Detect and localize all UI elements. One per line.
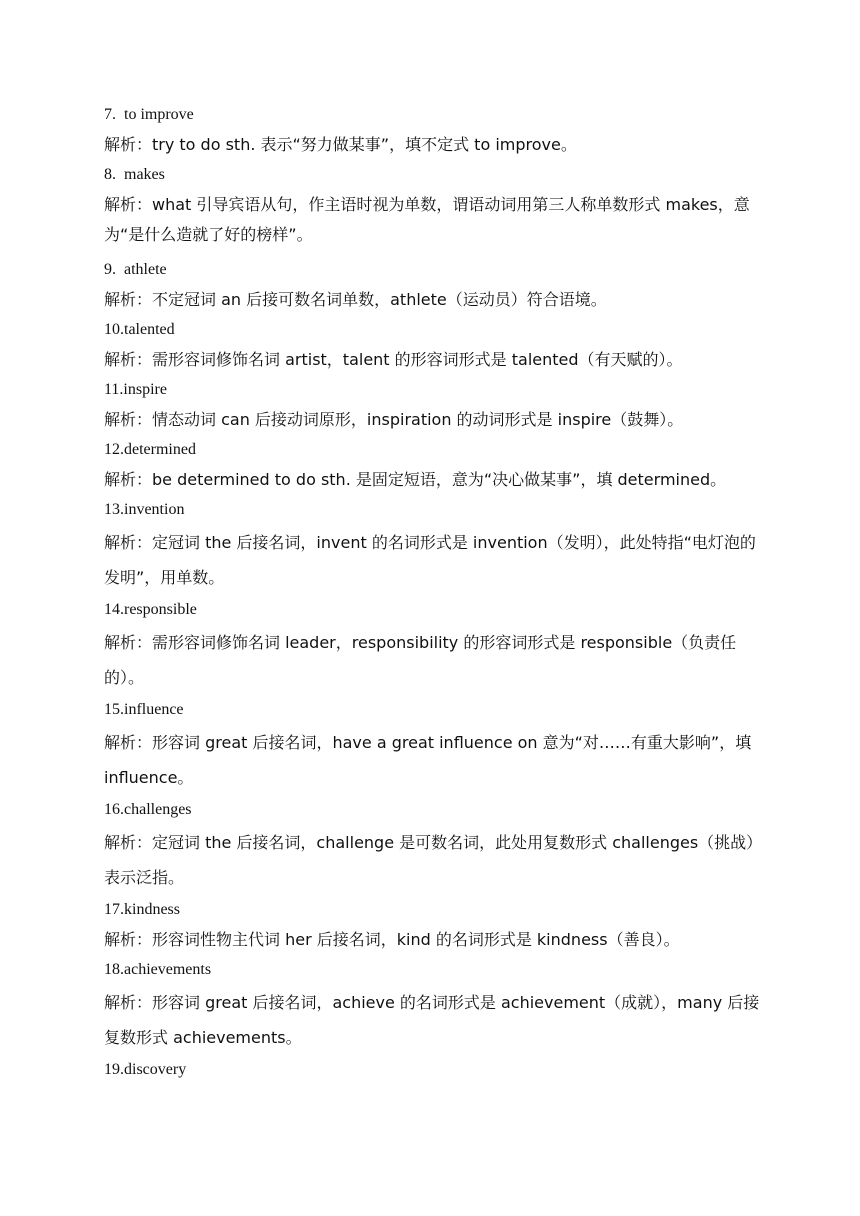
answer-14: 14.responsible (104, 601, 197, 618)
answer-13: 13.invention (104, 501, 185, 518)
analysis-14: 解析：需形容词修饰名词 leader，responsibility 的形容词形式是 responsible（负责任的）。 (104, 633, 737, 687)
analysis-12: 解析：be determined to do sth. 是固定短语，意为“决心做某事”，填 determined。 (104, 470, 727, 489)
analysis-18: 解析：形容词 great 后接名词，achieve 的名词形式是 achievement（成就），many 后接复数形式 achievements。 (104, 993, 760, 1047)
answer-8: 8. makes (104, 166, 165, 183)
analysis-9: 解析：不定冠词 an 后接可数名词单数，athlete（运动员）符合语境。 (104, 290, 607, 309)
answer-16: 16.challenges (104, 801, 192, 818)
answer-7: 7. to improve (104, 106, 194, 123)
analysis-17: 解析：形容词性物主代词 her 后接名词，kind 的名词形式是 kindness（善良）。 (104, 930, 680, 949)
analysis-15: 解析：形容词 great 后接名词，have a great influence on 意为“对……有重大影响”，填 influence。 (104, 733, 752, 787)
answer-15: 15.influence (104, 701, 184, 718)
answer-11: 11.inspire (104, 381, 167, 398)
answer-19: 19.discovery (104, 1061, 187, 1078)
analysis-7: 解析：try to do sth. 表示“努力做某事”，填不定式 to improve。 (104, 135, 577, 154)
analysis-8: 解析：what 引导宾语从句，作主语时视为单数，谓语动词用第三人称单数形式 makes，意为“是什么造就了好的榜样”。 (104, 195, 750, 244)
analysis-11: 解析：情态动词 can 后接动词原形，inspiration 的动词形式是 inspire（鼓舞）。 (104, 410, 684, 429)
analysis-10: 解析：需形容词修饰名词 artist，talent 的形容词形式是 talented（有天赋的）。 (104, 350, 683, 369)
analysis-16: 解析：定冠词 the 后接名词，challenge 是可数名词，此处用复数形式 challenges（挑战）表示泛指。 (104, 833, 763, 887)
answer-key (104, 100, 764, 1085)
answer-17: 17.kindness (104, 901, 180, 918)
answer-9: 9. athlete (104, 261, 167, 278)
answer-10: 10.talented (104, 321, 175, 338)
answer-12: 12.determined (104, 441, 196, 458)
answer-18: 18.achievements (104, 961, 212, 978)
analysis-13: 解析：定冠词 the 后接名词，invent 的名词形式是 invention（发明），此处特指“电灯泡的发明”，用单数。 (104, 533, 756, 587)
